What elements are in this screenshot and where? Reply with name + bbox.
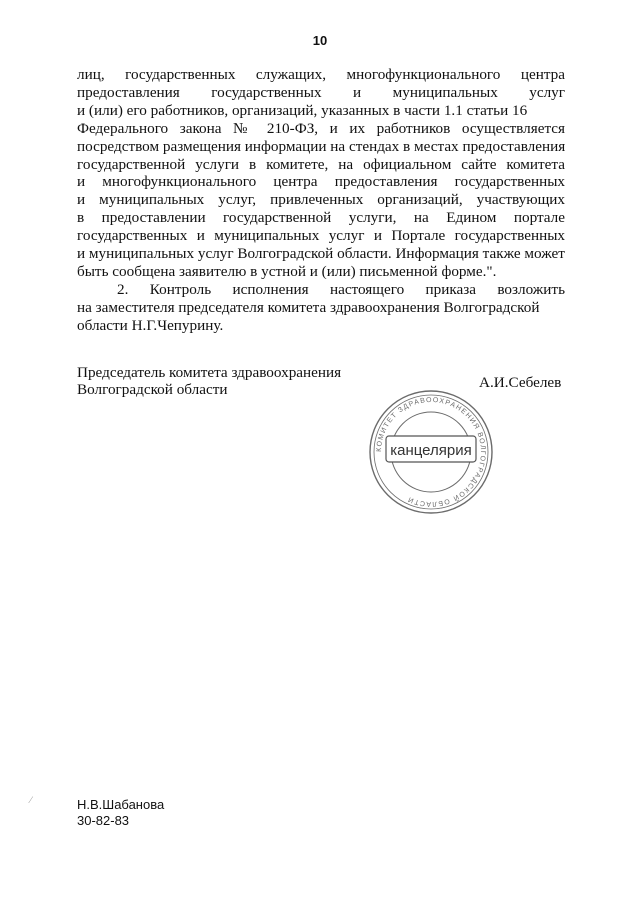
stamp-ring-text: КОМИТЕТ ЗДРАВООХРАНЕНИЯ ВОЛГОГРАДСКОЙ ОБЛАСТИ: [375, 396, 487, 508]
body-line: 2. Контроль исполнения настоящего приказа возложить: [117, 280, 565, 298]
body-line: предоставления государственных и муниципальных услуг: [77, 83, 565, 101]
signatory-name: А.И.Себелев: [479, 374, 562, 391]
executor-info: [77, 797, 164, 829]
body-line: и (или) его работников, организаций, указанных в части 1.1 статьи 16: [77, 101, 528, 119]
body-line: Федерального закона № 210-ФЗ, и их работников осуществляется: [77, 119, 565, 137]
signatory-position-line: Волгоградской области: [77, 381, 228, 398]
stamp-center-text: канцелярия: [390, 442, 472, 459]
signatory-position: [77, 364, 341, 398]
body-line: и муниципальных услуг, привлеченных организаций, участвующих: [77, 191, 565, 209]
executor-phone: 30-82-83: [77, 813, 130, 828]
body-line: государственной услуги в комитете, на официальном сайте комитета: [77, 155, 565, 173]
body-line: посредством размещения информации на стендах в местах предоставления: [77, 137, 566, 155]
body-line: и муниципальных услуг Волгоградской области. Информация также может: [77, 245, 565, 263]
body-line: на заместителя председателя комитета здравоохранения Волгоградской: [77, 298, 540, 316]
page-number: 10: [312, 33, 328, 48]
margin-mark: ⁄: [30, 795, 32, 805]
body-line: быть сообщена заявителю в устной и (или) письменной форме.".: [77, 262, 497, 280]
office-stamp: [366, 387, 496, 517]
body-line: государственных и муниципальных услуг и Портале государственных: [77, 227, 565, 245]
executor-name: Н.В.Шабанова: [77, 797, 165, 812]
signatory-position-line: Председатель комитета здравоохранения: [77, 364, 342, 381]
body-line: в предоставлении государственной услуги, на Едином портале: [77, 209, 565, 227]
body-line: лиц, государственных служащих, многофункционального центра: [77, 66, 565, 83]
body-line: области Н.Г.Чепурину.: [77, 316, 224, 334]
document-body: [77, 66, 565, 335]
body-line: и многофункционального центра предоставления государственных: [77, 173, 565, 191]
